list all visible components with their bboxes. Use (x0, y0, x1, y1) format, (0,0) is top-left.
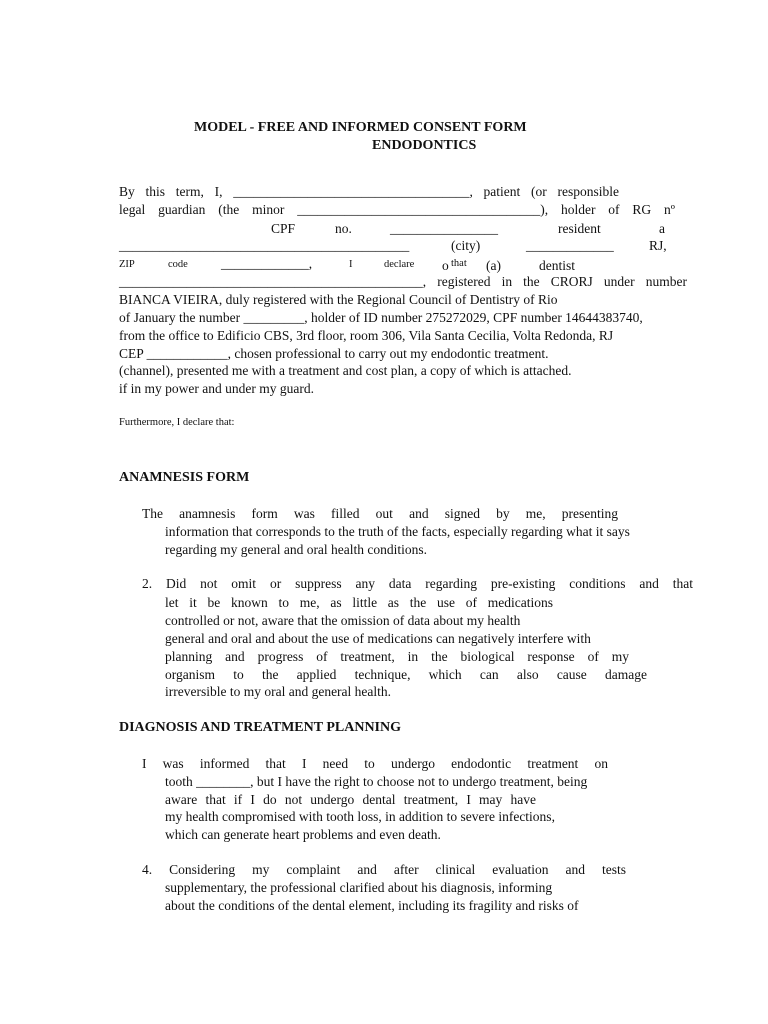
diagnosis-p3-line-3: aware that if I do not undergo dental treatment, I may have (165, 792, 536, 807)
city-label: (city) (451, 238, 481, 253)
diagnosis-p3-line-5: which can generate heart problems and even death. (165, 827, 441, 842)
diagnosis-p3-line-2: tooth ________, but I have the right to choose not to undergo treatment, being (165, 774, 588, 789)
anamnesis-p2-line-3: controlled or not, aware that the omission of data about my health (165, 613, 521, 628)
cpf-blank: ________________ (390, 221, 498, 236)
anamnesis-p2-line-4: general and oral and about the use of medications can negatively interfere with (165, 631, 591, 646)
intro-line-7: BIANCA VIEIRA, duly registered with the Regional Council of Dentistry of Rio (119, 292, 558, 307)
furthermore-note: Furthermore, I declare that: (119, 417, 235, 428)
city-blank: _____________ (526, 238, 614, 253)
code-label: code (168, 259, 188, 270)
anamnesis-p2-line-6: organism to the applied technique, which can also cause damage (165, 667, 647, 682)
intro-line-12: if in my power and under my guard. (119, 381, 314, 396)
document-subtitle: ENDODONTICS (372, 138, 477, 153)
zip-label: ZIP (119, 259, 135, 270)
dentist-label: dentist (539, 258, 575, 273)
intro-line-6: _____________________________________________, registered in the CRORJ under number (119, 274, 687, 289)
anamnesis-heading: ANAMNESIS FORM (119, 470, 250, 485)
resident-a: a (659, 221, 665, 236)
intro-line-11: (channel), presented me with a treatment and cost plan, a copy of which is attached. (119, 363, 572, 378)
cpf-label: CPF (271, 221, 296, 236)
intro-line-9: from the office to Edificio CBS, 3rd floor, room 306, Vila Santa Cecilia, Volta Redonda, RJ (119, 328, 614, 343)
zip-blank: _____________, (221, 256, 313, 271)
intro-line-10: CEP ____________, chosen professional to carry out my endodontic treatment. (119, 346, 549, 361)
intro-line-8: of January the number _________, holder of ID number 275272029, CPF number 14644383740, (119, 310, 643, 325)
resident-label: resident (558, 221, 601, 236)
state-label: RJ, (649, 238, 667, 253)
o-letter: o (442, 258, 449, 273)
diagnosis-p4-line-1: 4. Considering my complaint and after clinical evaluation and tests (142, 862, 626, 877)
intro-line-1: By this term, I, ___________________________________, patient (or responsible (119, 184, 619, 199)
document-title: MODEL - FREE AND INFORMED CONSENT FORM (194, 120, 527, 135)
address-blank: ___________________________________________ (119, 238, 410, 253)
a-label: (a) (486, 258, 501, 273)
diagnosis-p4-line-3: about the conditions of the dental element, including its fragility and risks of (165, 898, 579, 913)
intro-line-2: legal guardian (the minor ____________________________________), holder of RG nº (119, 202, 675, 217)
anamnesis-p2-line-5: planning and progress of treatment, in the biological response of my (165, 649, 629, 664)
diagnosis-p3-line-4: my health compromised with tooth loss, in addition to severe infections, (165, 809, 555, 824)
anamnesis-p2-line-1: 2. Did not omit or suppress any data regarding pre-existing conditions and that (142, 576, 693, 591)
i-label: I (349, 259, 353, 270)
anamnesis-p1-line-3: regarding my general and oral health conditions. (165, 542, 428, 557)
declare-label: declare (384, 259, 415, 270)
anamnesis-p2-line-2: let it be known to me, as little as the use of medications (165, 595, 553, 610)
no-label: no. (335, 221, 352, 236)
diagnosis-p4-line-2: supplementary, the professional clarified about his diagnosis, informing (165, 880, 553, 895)
diagnosis-heading: DIAGNOSIS AND TREATMENT PLANNING (119, 720, 401, 735)
anamnesis-p1-line-1: The anamnesis form was filled out and signed by me, presenting (142, 506, 618, 521)
that-label: that (451, 258, 467, 269)
anamnesis-p2-line-7: irreversible to my oral and general health. (165, 684, 392, 699)
diagnosis-p3-line-1: I was informed that I need to undergo endodontic treatment on (142, 756, 608, 771)
anamnesis-p1-line-2: information that corresponds to the truth of the facts, especially regarding what it says (165, 524, 630, 539)
